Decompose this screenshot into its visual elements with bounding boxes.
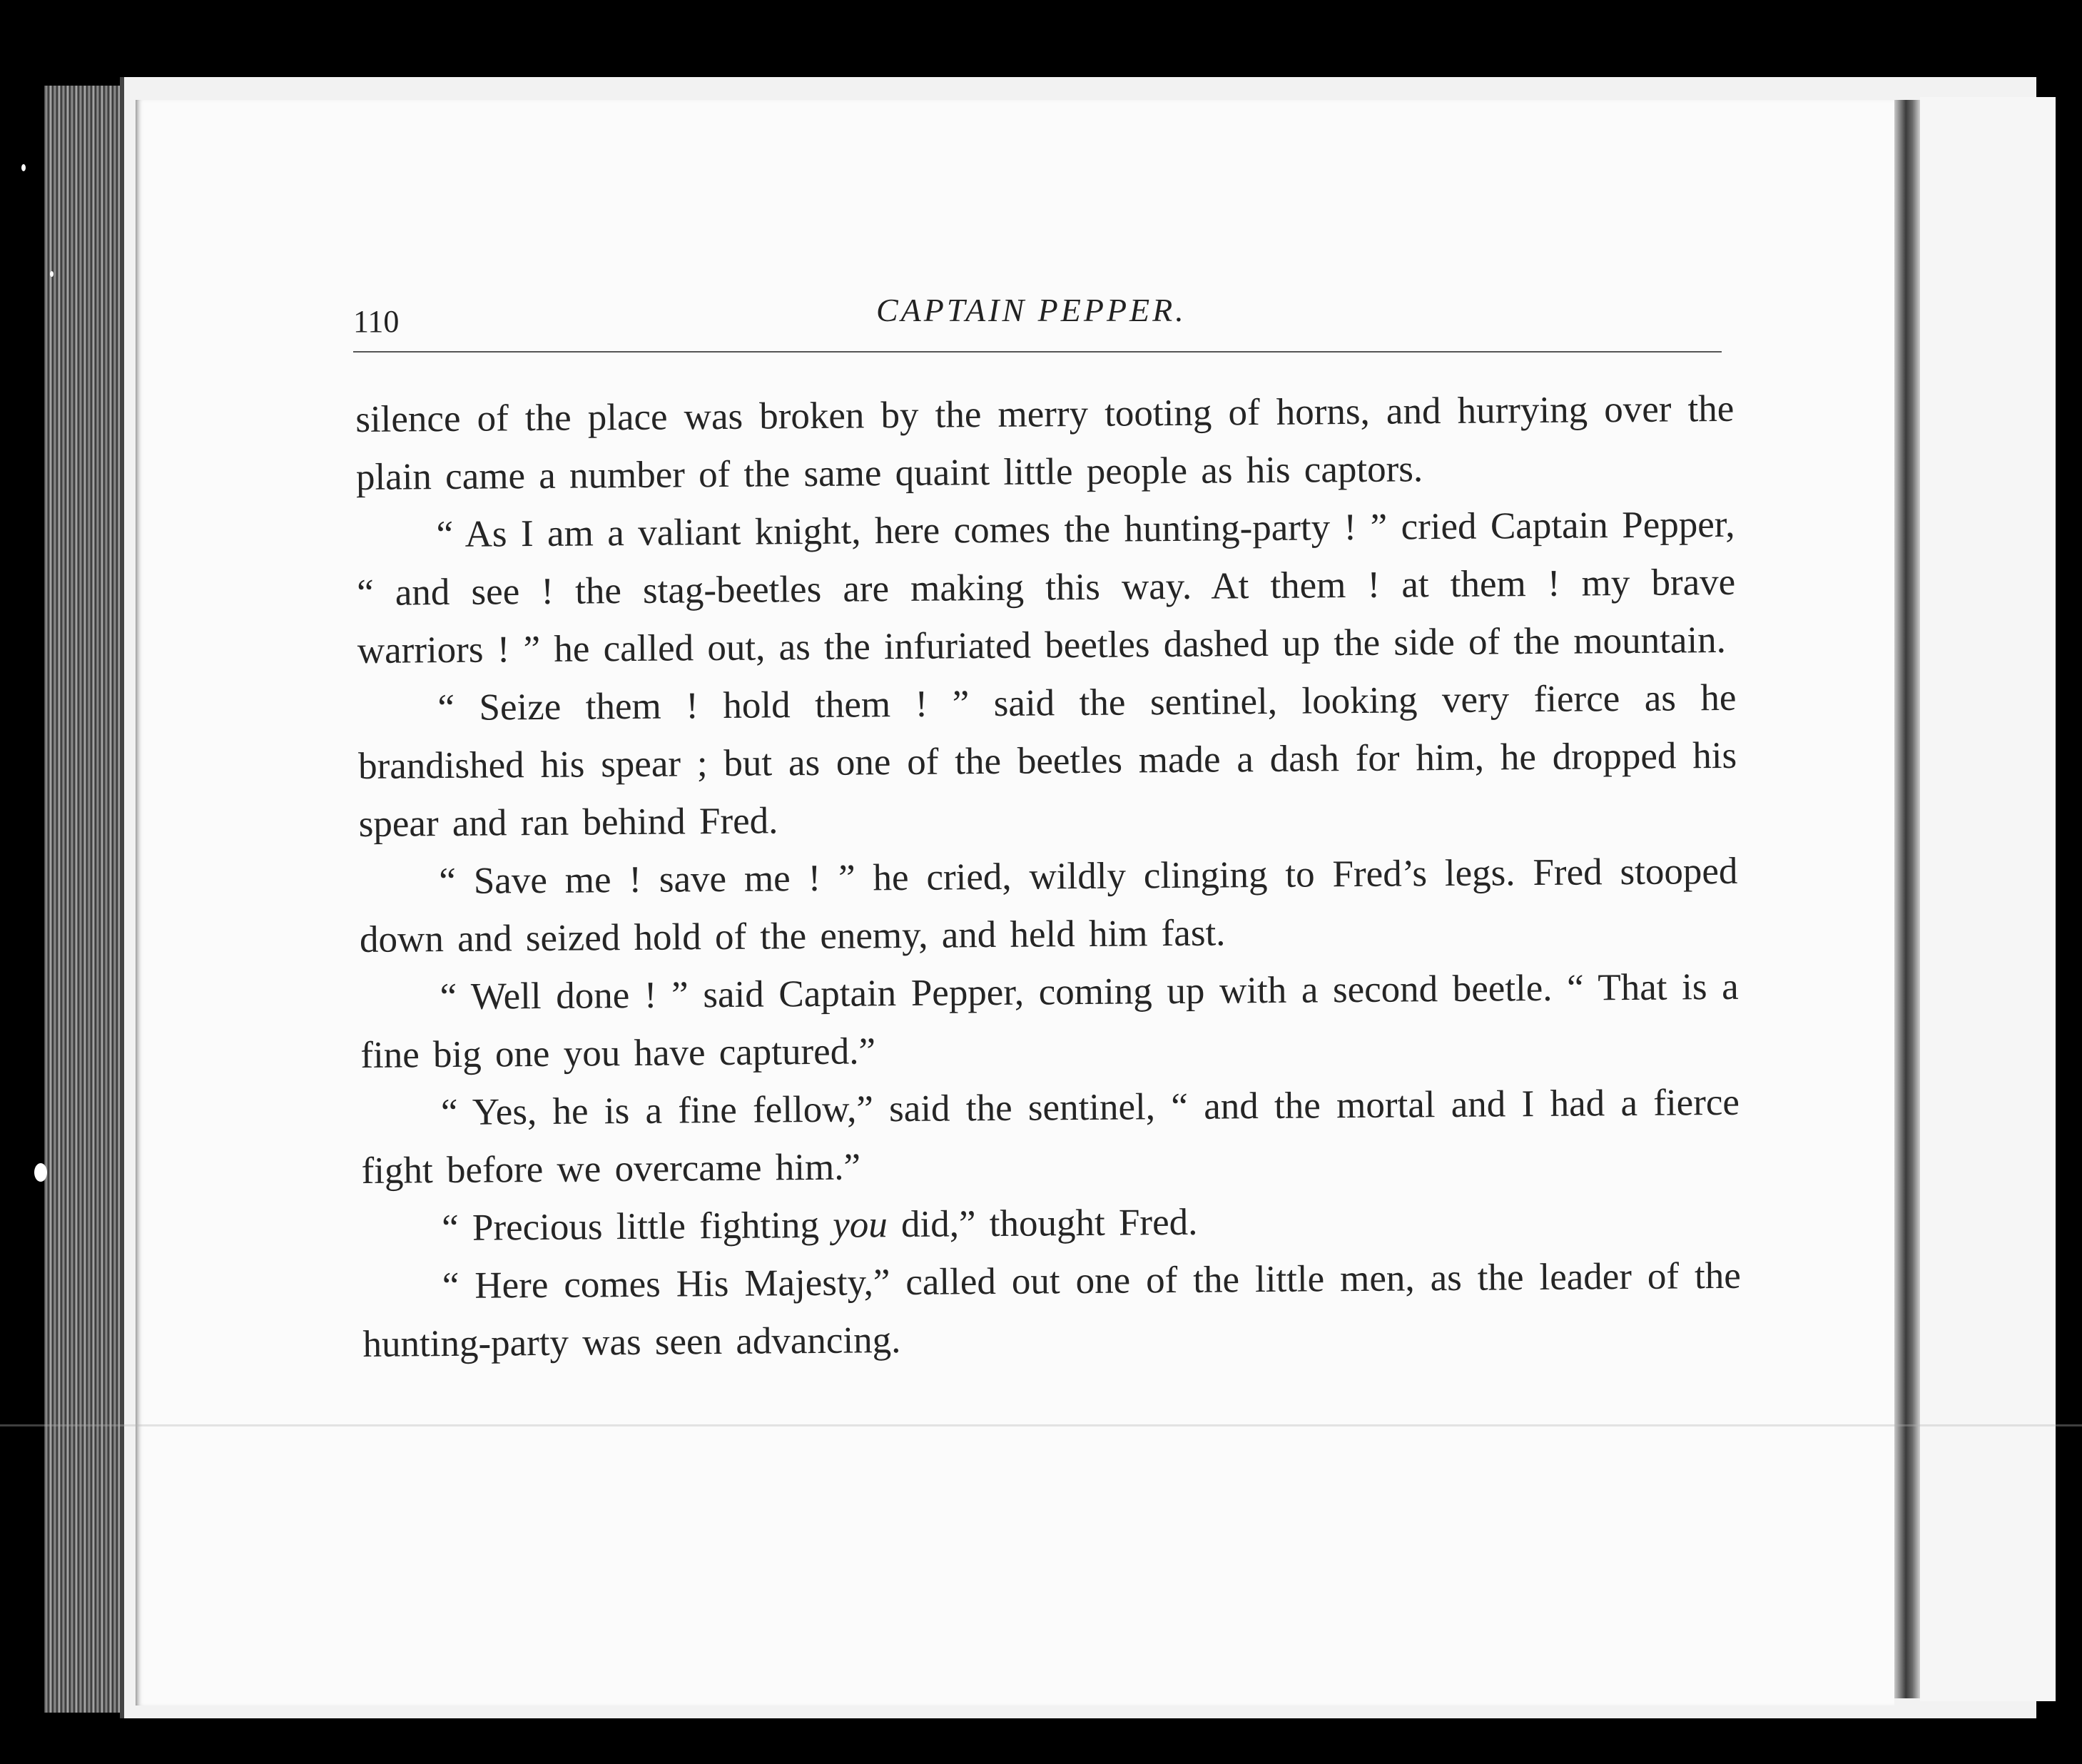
paragraph: “ Seize them ! hold them ! ” said the sentinel, looking very fierce as he brandished his spear ; but as one of the beetles made a dash for him, he dropped his spear and ran behind Fred.: [357, 676, 1737, 845]
body-text: [355, 380, 1742, 1374]
facing-page: [1920, 97, 2056, 1701]
scan-edge: [2056, 64, 2082, 1734]
header-rule: [353, 351, 1722, 353]
scan-line-artifact: [0, 1424, 2082, 1426]
page-number: 110: [353, 304, 400, 339]
paragraph: “ Save me ! save me ! ” he cried, wildly clinging to Fred’s legs. Fred stooped down and seized hold of the enemy, and held him fast.: [359, 850, 1738, 960]
scan-speck: [21, 164, 26, 171]
page-edges: [44, 86, 130, 1713]
running-head: CAPTAIN PEPPER.: [876, 292, 1187, 328]
paragraph: “ As I am a valiant knight, here comes the hunting-party ! ” cried Captain Pepper, “ and see ! the stag-beetles are making this way. At them ! at them ! my brave warriors ! ” he called out, as the infuriated beetles dashed up the side of the mountain.: [356, 503, 1736, 671]
paragraph: “ Well done ! ” said Captain Pepper, coming up with a second beetle. “ That is a fine big one you have captured.”: [360, 965, 1739, 1076]
paragraph: silence of the place was broken by the merry tooting of horns, and hurrying over the plain came a number of the same quaint little people as his captors.: [355, 387, 1735, 498]
scan-speck: [34, 1163, 47, 1182]
book-gutter: [1894, 100, 1920, 1698]
paragraph-text: did,” thought Fred.: [887, 1201, 1198, 1246]
paragraph: [362, 1190, 1741, 1258]
paragraph-text: “ Precious little fighting: [441, 1204, 833, 1250]
scan-speck: [50, 271, 54, 277]
paragraph: “ Here comes His Majesty,” called out one of the little men, as the leader of the hunting-party was seen advancing.: [362, 1254, 1742, 1365]
emphasized-word: you: [833, 1204, 888, 1246]
paragraph: “ Yes, he is a fine fellow,” said the sentinel, “ and the mortal and I had a fierce fight before we overcame him.”: [361, 1081, 1740, 1192]
